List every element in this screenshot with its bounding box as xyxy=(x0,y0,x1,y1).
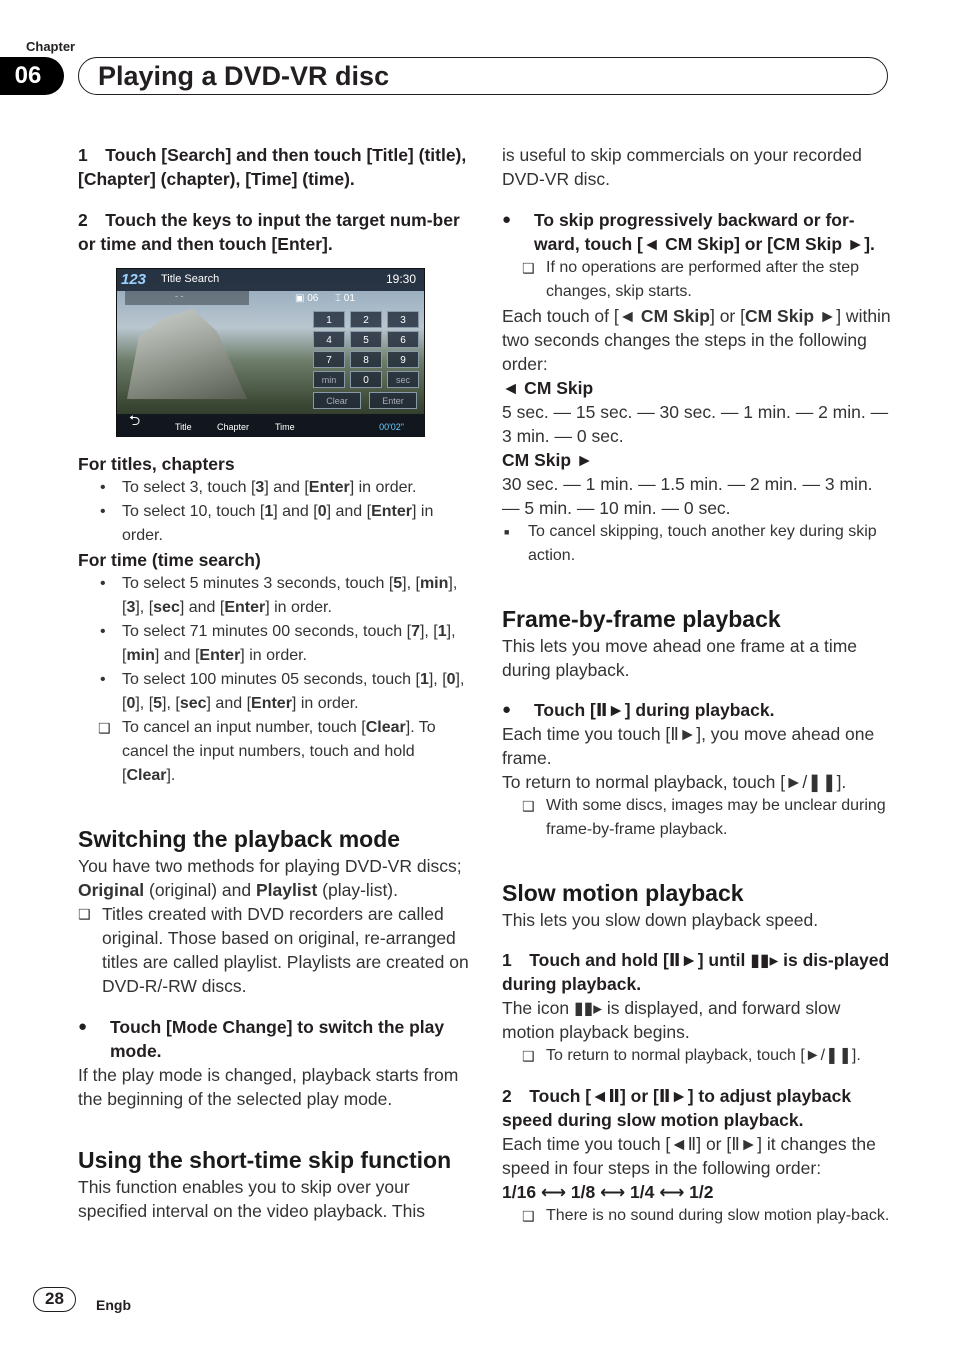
skip-intro: This function enables you to skip over your specified interval on the video playback. This xyxy=(78,1177,425,1221)
mode-note: ❑ Titles created with DVD recorders are called original. Those based on original, re-arranged titles are called playlist. Playlists are created on DVD-R/-RW discs. xyxy=(78,902,470,998)
number-search-icon: 123 xyxy=(121,271,147,288)
cm-skip-back-heading: ◄ CM Skip xyxy=(502,378,594,398)
titles-heading: For titles, chapters xyxy=(78,454,235,474)
cm-skip-each: Each touch of [◄ CM Skip] or [CM Skip ►] within two seconds changes the steps in the following order: xyxy=(502,306,891,374)
page-title: Playing a DVD-VR disc xyxy=(98,61,390,91)
cm-skip-forward-heading: CM Skip ► xyxy=(502,450,594,470)
key-7[interactable]: 7 xyxy=(313,351,345,368)
clear-key[interactable]: Clear xyxy=(313,392,361,409)
key-5[interactable]: 5 xyxy=(350,331,382,348)
key-0[interactable]: 0 xyxy=(350,371,382,388)
titles-example-2: • To select 10, touch [1] and [0] and [Enter] in order. xyxy=(78,500,470,548)
cm-skip-forward-steps: 30 sec. — 1 min. — 1.5 min. — 2 min. — 3 min. — 5 min. — 10 min. — 0 sec. xyxy=(502,474,873,518)
key-2[interactable]: 2 xyxy=(350,311,382,328)
slow-note-1: ❑ To return to normal playback, touch [►/❚❚]. xyxy=(522,1044,892,1068)
frame-intro: This lets you move ahead one frame at a time during playback. xyxy=(502,636,858,680)
mode-step: ● Touch [Mode Change] to switch the play mode. xyxy=(78,1015,470,1063)
cancel-skip-note: ■ To cancel skipping, touch another key during skip action. xyxy=(502,520,892,568)
skip-heading: Using the short-time skip function xyxy=(78,1147,452,1173)
key-min[interactable]: min xyxy=(313,371,345,388)
frame-step: ● Touch [Ⅱ►] during playback. xyxy=(502,698,892,722)
titles-example-1: • To select 3, touch [3] and [Enter] in order. xyxy=(78,476,470,500)
time-example-1: • To select 5 minutes 3 seconds, touch [5], [min], [3], [sec] and [Enter] in order. xyxy=(78,572,470,620)
step-1: 1 Touch [Search] and then touch [Title] (title), [Chapter] (chapter), [Time] (time). xyxy=(78,145,467,189)
screen-clock: 19:30 xyxy=(385,272,416,286)
frame-return: To return to normal playback, touch [►/❚❚]. xyxy=(502,772,847,792)
title-indicator: ▣ 06 xyxy=(295,293,319,304)
slow-note-2: ❑ There is no sound during slow motion play-back. xyxy=(522,1204,892,1228)
slow-icon-text: The icon ▮▮▸ is displayed, and forward slow motion playback begins. xyxy=(502,998,841,1042)
key-sec[interactable]: sec xyxy=(387,371,419,388)
step-2: 2 Touch the keys to input the target num-ber or time and then touch [Enter]. xyxy=(78,210,460,254)
key-9[interactable]: 9 xyxy=(387,351,419,368)
cancel-input-note: ❑ To cancel an input number, touch [Clear]. To cancel the input numbers, touch and hold [Clear]. xyxy=(98,716,470,788)
elapsed-time: 00'02" xyxy=(379,422,404,432)
key-3[interactable]: 3 xyxy=(387,311,419,328)
slow-step-1: 1 Touch and hold [Ⅱ►] until ▮▮▸ is dis-played during playback. xyxy=(502,950,890,994)
title-tab[interactable]: Title xyxy=(175,422,192,432)
key-8[interactable]: 8 xyxy=(350,351,382,368)
chapter-label: Chapter xyxy=(26,39,76,54)
search-input-display: - - xyxy=(125,291,249,305)
key-1[interactable]: 1 xyxy=(313,311,345,328)
slow-heading: Slow motion playback xyxy=(502,880,744,906)
chapter-indicator: ⌶ 01 xyxy=(335,293,355,304)
key-6[interactable]: 6 xyxy=(387,331,419,348)
chapter-number: 06 xyxy=(0,57,64,95)
frame-each: Each time you touch [Ⅱ►], you move ahead one frame. xyxy=(502,724,875,768)
time-heading: For time (time search) xyxy=(78,550,261,570)
cm-skip-note: ❑ If no operations are performed after the step changes, skip starts. xyxy=(522,256,892,304)
chapter-tab[interactable]: Chapter xyxy=(217,422,250,432)
time-tab[interactable]: Time xyxy=(275,422,295,432)
mode-intro: You have two methods for playing DVD-VR discs; Original (original) and Playlist (play-list). xyxy=(78,856,462,900)
frame-heading: Frame-by-frame playback xyxy=(502,606,781,632)
left-column-lower xyxy=(78,452,470,1223)
slow-intro: This lets you slow down playback speed. xyxy=(502,910,819,930)
screen-title: Title Search xyxy=(161,273,220,285)
right-column xyxy=(502,143,892,1228)
slow-step-2: 2 Touch [◄Ⅱ] or [Ⅱ►] to adjust playback speed during slow motion playback. xyxy=(502,1086,852,1130)
left-column xyxy=(78,143,468,256)
title-search-screenshot xyxy=(116,268,425,437)
skip-continued: is useful to skip commercials on your recorded DVD-VR disc. xyxy=(502,145,862,189)
cm-skip-step: ● To skip progressively backward or for-ward, touch [◄ CM Skip] or [CM Skip ►]. xyxy=(502,208,892,256)
mode-heading: Switching the playback mode xyxy=(78,826,401,852)
back-icon[interactable]: ⮌ xyxy=(129,412,141,428)
frame-note: ❑ With some discs, images may be unclear during frame-by-frame playback. xyxy=(522,794,892,842)
mode-result: If the play mode is changed, playback starts from the beginning of the selected play mode. xyxy=(78,1065,459,1109)
time-example-2: • To select 71 minutes 00 seconds, touch [7], [1], [min] and [Enter] in order. xyxy=(78,620,470,668)
slow-each: Each time you touch [◄Ⅱ] or [Ⅱ►] it changes the speed in four steps in the following order: xyxy=(502,1134,876,1178)
cm-skip-back-steps: 5 sec. — 15 sec. — 30 sec. — 1 min. — 2 min. — 3 min. — 0 sec. xyxy=(502,402,889,446)
time-example-3: • To select 100 minutes 05 seconds, touch [1], [0], [0], [5], [sec] and [Enter] in order. xyxy=(78,668,470,716)
enter-key[interactable]: Enter xyxy=(369,392,417,409)
language-code: Engb xyxy=(96,1297,131,1313)
page-number: 28 xyxy=(33,1287,76,1312)
key-4[interactable]: 4 xyxy=(313,331,345,348)
slow-speed-order: 1/16 ⟷ 1/8 ⟷ 1/4 ⟷ 1/2 xyxy=(502,1182,714,1202)
